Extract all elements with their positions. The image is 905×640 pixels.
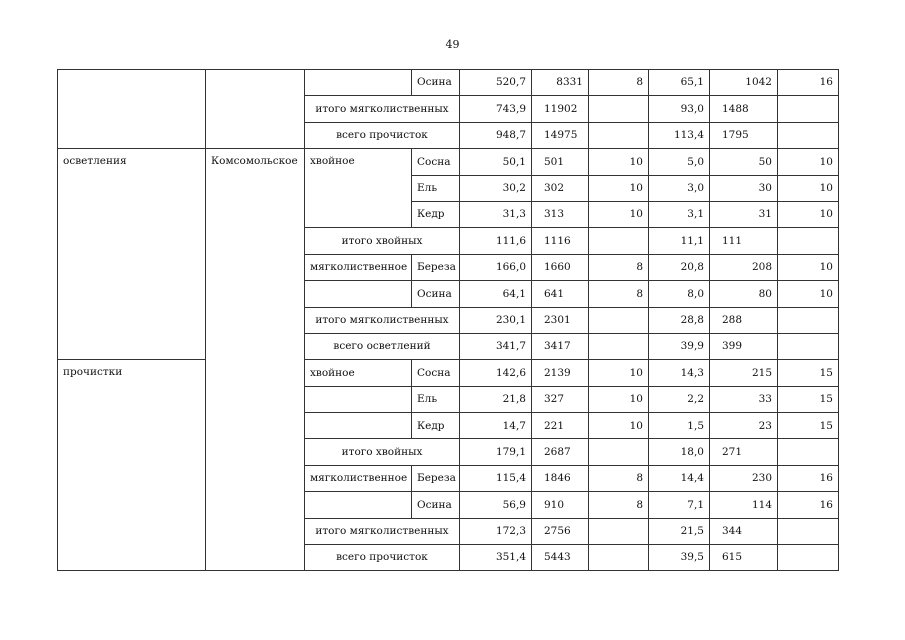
species-cell: Ель bbox=[412, 175, 460, 201]
species-group-cell: мягколиственное bbox=[305, 254, 412, 280]
volume-cell: 5443 bbox=[532, 545, 589, 571]
species-group-cell bbox=[305, 492, 412, 518]
area-cell: 230,1 bbox=[460, 307, 532, 333]
volume-cell: 641 bbox=[532, 281, 589, 307]
species-cell: Ель bbox=[412, 386, 460, 412]
care-type-cell bbox=[58, 70, 206, 149]
annual-volume-cell: 288 bbox=[710, 307, 778, 333]
annual-volume-cell: 114 bbox=[710, 492, 778, 518]
intensity-cell: 15 bbox=[778, 386, 839, 412]
volume-cell: 8331 bbox=[532, 70, 589, 96]
subtotal-label: итого мягколиственных bbox=[305, 96, 460, 122]
period-cell bbox=[589, 122, 649, 148]
area-cell: 31,3 bbox=[460, 201, 532, 227]
area-cell: 50,1 bbox=[460, 149, 532, 175]
intensity-cell: 10 bbox=[778, 254, 839, 280]
volume-cell: 327 bbox=[532, 386, 589, 412]
period-cell bbox=[589, 518, 649, 544]
species-cell: Осина bbox=[412, 281, 460, 307]
area-cell: 172,3 bbox=[460, 518, 532, 544]
annual-area-cell: 7,1 bbox=[649, 492, 710, 518]
annual-volume-cell: 33 bbox=[710, 386, 778, 412]
period-cell: 10 bbox=[589, 149, 649, 175]
care-type-cell: осветления bbox=[58, 149, 206, 360]
intensity-cell bbox=[778, 439, 839, 465]
volume-cell: 501 bbox=[532, 149, 589, 175]
intensity-cell bbox=[778, 518, 839, 544]
annual-volume-cell: 111 bbox=[710, 228, 778, 254]
species-cell: Осина bbox=[412, 70, 460, 96]
area-cell: 179,1 bbox=[460, 439, 532, 465]
care-type-cell: прочистки bbox=[58, 360, 206, 571]
species-group-cell bbox=[305, 413, 412, 439]
period-cell bbox=[589, 333, 649, 359]
volume-cell: 1660 bbox=[532, 254, 589, 280]
annual-area-cell: 14,4 bbox=[649, 465, 710, 491]
annual-area-cell: 1,5 bbox=[649, 413, 710, 439]
annual-volume-cell: 215 bbox=[710, 360, 778, 386]
intensity-cell bbox=[778, 307, 839, 333]
species-group-cell: хвойное bbox=[305, 360, 412, 386]
area-cell: 743,9 bbox=[460, 96, 532, 122]
species-group-cell bbox=[305, 70, 412, 96]
volume-cell: 3417 bbox=[532, 333, 589, 359]
period-cell: 8 bbox=[589, 70, 649, 96]
total-label: всего прочисток bbox=[305, 122, 460, 148]
table-row bbox=[58, 70, 839, 96]
annual-area-cell: 8,0 bbox=[649, 281, 710, 307]
species-group-cell: хвойное bbox=[305, 149, 412, 228]
intensity-cell: 16 bbox=[778, 70, 839, 96]
subtotal-label: итого хвойных bbox=[305, 439, 460, 465]
table-row bbox=[58, 360, 839, 386]
species-group-cell bbox=[305, 386, 412, 412]
period-cell: 10 bbox=[589, 360, 649, 386]
annual-area-cell: 39,5 bbox=[649, 545, 710, 571]
volume-cell: 1116 bbox=[532, 228, 589, 254]
annual-volume-cell: 80 bbox=[710, 281, 778, 307]
area-cell: 64,1 bbox=[460, 281, 532, 307]
table-row bbox=[58, 149, 839, 175]
annual-area-cell: 18,0 bbox=[649, 439, 710, 465]
annual-volume-cell: 31 bbox=[710, 201, 778, 227]
subtotal-label: итого мягколиственных bbox=[305, 307, 460, 333]
annual-area-cell: 2,2 bbox=[649, 386, 710, 412]
area-cell: 30,2 bbox=[460, 175, 532, 201]
species-cell: Сосна bbox=[412, 360, 460, 386]
volume-cell: 2756 bbox=[532, 518, 589, 544]
intensity-cell bbox=[778, 333, 839, 359]
annual-volume-cell: 230 bbox=[710, 465, 778, 491]
species-cell: Кедр bbox=[412, 201, 460, 227]
area-cell: 142,6 bbox=[460, 360, 532, 386]
intensity-cell: 16 bbox=[778, 465, 839, 491]
total-label: всего осветлений bbox=[305, 333, 460, 359]
volume-cell: 2139 bbox=[532, 360, 589, 386]
annual-volume-cell: 30 bbox=[710, 175, 778, 201]
annual-volume-cell: 208 bbox=[710, 254, 778, 280]
species-group-cell bbox=[305, 281, 412, 307]
annual-area-cell: 65,1 bbox=[649, 70, 710, 96]
intensity-cell: 15 bbox=[778, 413, 839, 439]
intensity-cell bbox=[778, 96, 839, 122]
period-cell: 8 bbox=[589, 281, 649, 307]
area-cell: 56,9 bbox=[460, 492, 532, 518]
species-group-cell: мягколиственное bbox=[305, 465, 412, 491]
annual-volume-cell: 1795 bbox=[710, 122, 778, 148]
period-cell: 8 bbox=[589, 254, 649, 280]
annual-volume-cell: 23 bbox=[710, 413, 778, 439]
period-cell bbox=[589, 307, 649, 333]
annual-volume-cell: 271 bbox=[710, 439, 778, 465]
species-cell: Береза bbox=[412, 465, 460, 491]
annual-area-cell: 21,5 bbox=[649, 518, 710, 544]
annual-volume-cell: 1488 bbox=[710, 96, 778, 122]
intensity-cell: 15 bbox=[778, 360, 839, 386]
annual-volume-cell: 1042 bbox=[710, 70, 778, 96]
annual-area-cell: 20,8 bbox=[649, 254, 710, 280]
annual-volume-cell: 50 bbox=[710, 149, 778, 175]
annual-volume-cell: 399 bbox=[710, 333, 778, 359]
period-cell bbox=[589, 228, 649, 254]
forest-care-table bbox=[57, 69, 839, 571]
area-cell: 520,7 bbox=[460, 70, 532, 96]
annual-area-cell: 93,0 bbox=[649, 96, 710, 122]
period-cell: 10 bbox=[589, 386, 649, 412]
forestry-cell bbox=[206, 70, 305, 149]
area-cell: 14,7 bbox=[460, 413, 532, 439]
annual-volume-cell: 344 bbox=[710, 518, 778, 544]
volume-cell: 1846 bbox=[532, 465, 589, 491]
area-cell: 351,4 bbox=[460, 545, 532, 571]
annual-area-cell: 3,0 bbox=[649, 175, 710, 201]
area-cell: 115,4 bbox=[460, 465, 532, 491]
annual-area-cell: 39,9 bbox=[649, 333, 710, 359]
period-cell bbox=[589, 545, 649, 571]
annual-area-cell: 3,1 bbox=[649, 201, 710, 227]
period-cell: 8 bbox=[589, 465, 649, 491]
forestry-cell: Комсомольское bbox=[206, 149, 305, 571]
intensity-cell: 16 bbox=[778, 492, 839, 518]
intensity-cell: 10 bbox=[778, 201, 839, 227]
period-cell bbox=[589, 439, 649, 465]
volume-cell: 11902 bbox=[532, 96, 589, 122]
species-cell: Сосна bbox=[412, 149, 460, 175]
page-number: 49 bbox=[445, 38, 460, 51]
species-cell: Осина bbox=[412, 492, 460, 518]
total-label: всего прочисток bbox=[305, 545, 460, 571]
volume-cell: 2301 bbox=[532, 307, 589, 333]
annual-area-cell: 14,3 bbox=[649, 360, 710, 386]
volume-cell: 2687 bbox=[532, 439, 589, 465]
annual-area-cell: 28,8 bbox=[649, 307, 710, 333]
area-cell: 111,6 bbox=[460, 228, 532, 254]
intensity-cell bbox=[778, 122, 839, 148]
species-cell: Береза bbox=[412, 254, 460, 280]
volume-cell: 302 bbox=[532, 175, 589, 201]
volume-cell: 221 bbox=[532, 413, 589, 439]
period-cell: 10 bbox=[589, 413, 649, 439]
subtotal-label: итого мягколиственных bbox=[305, 518, 460, 544]
annual-area-cell: 113,4 bbox=[649, 122, 710, 148]
intensity-cell bbox=[778, 545, 839, 571]
annual-volume-cell: 615 bbox=[710, 545, 778, 571]
subtotal-label: итого хвойных bbox=[305, 228, 460, 254]
volume-cell: 910 bbox=[532, 492, 589, 518]
period-cell: 8 bbox=[589, 492, 649, 518]
annual-area-cell: 11,1 bbox=[649, 228, 710, 254]
annual-area-cell: 5,0 bbox=[649, 149, 710, 175]
volume-cell: 14975 bbox=[532, 122, 589, 148]
area-cell: 166,0 bbox=[460, 254, 532, 280]
area-cell: 21,8 bbox=[460, 386, 532, 412]
species-cell: Кедр bbox=[412, 413, 460, 439]
volume-cell: 313 bbox=[532, 201, 589, 227]
area-cell: 948,7 bbox=[460, 122, 532, 148]
period-cell: 10 bbox=[589, 201, 649, 227]
period-cell: 10 bbox=[589, 175, 649, 201]
intensity-cell: 10 bbox=[778, 149, 839, 175]
period-cell bbox=[589, 96, 649, 122]
intensity-cell: 10 bbox=[778, 281, 839, 307]
area-cell: 341,7 bbox=[460, 333, 532, 359]
intensity-cell bbox=[778, 228, 839, 254]
intensity-cell: 10 bbox=[778, 175, 839, 201]
